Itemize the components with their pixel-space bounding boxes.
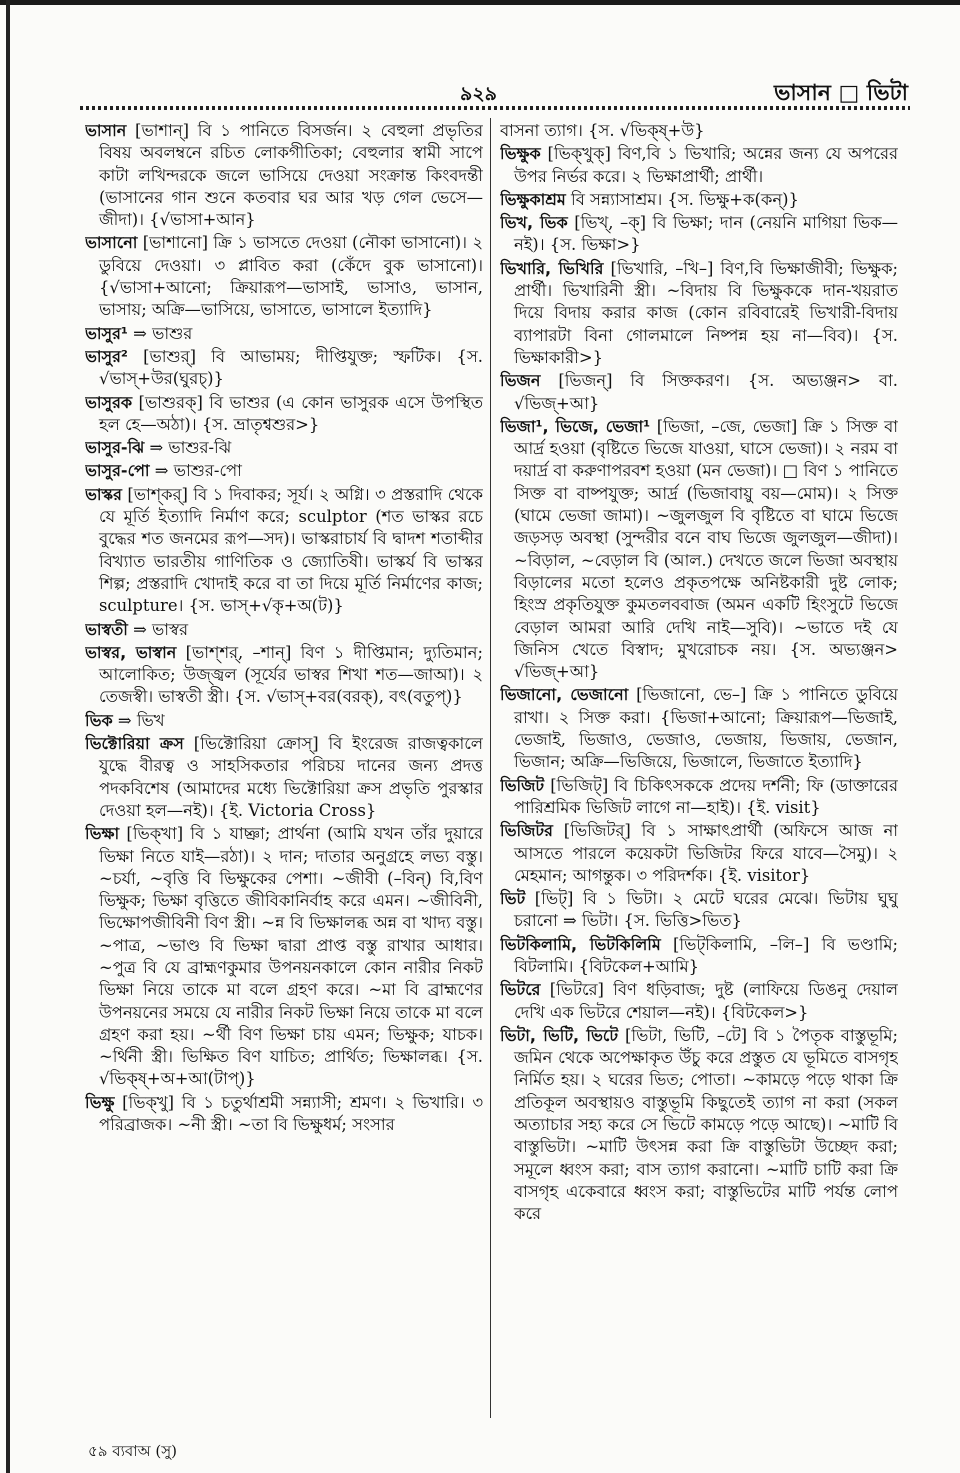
dictionary-entry xyxy=(500,1025,898,1226)
dictionary-entry xyxy=(500,143,898,188)
entry-definition: [ভাশুর্] বি আভাময়; দীপ্তিযুক্ত; স্ফটিক। {স. √ভাস্+উর(ঘুরচ্)} xyxy=(99,346,483,389)
footer-signature: ৫৯ ব্যবাঅ (সু) xyxy=(88,1442,178,1460)
entry-definition: [ভিটা, ভিটি, –টে] বি ১ পৈতৃক বাস্তুভূমি; জমিন থেকে অপেক্ষাকৃত উঁচু করে প্রস্তুত যে ভূমিতে বাসগৃহ নির্মিত হয়। ২ ঘরের ভিত; পোতা। ~কামড়ে পড়ে থাকা ক্রি প্রতিকূল অবস্থায়ও বাস্তুভূমি কিছুতেই ত্যাগ না করা (সকল অত্যাচার সহ্য করে সে ভিটে কামড়ে পড়ে আছে)। ~মাটি বি বাস্তুভিটা। ~মাটি উৎসন্ন করা ক্রি বাস্তুভিটা উচ্ছেদ করা; সমূলে ধ্বংস করা; বাস ত্যাগ করানো। ~মাটি চাটি করা ক্রি বাসগৃহ একেবারে ধ্বংস করা; বাস্তুভিটের মাটি পর্যন্ত লোপ করে xyxy=(514,1025,898,1224)
entry-definition: [ভিট্‌কিলামি, –লি–] বি ভণ্ডামি; বিটলামি। {বিটকেল+আমি} xyxy=(514,934,898,976)
scan-left-edge xyxy=(6,0,10,1473)
entry-headword: ভাস্বতী xyxy=(85,619,128,639)
dictionary-entry xyxy=(85,323,483,345)
dictionary-entry xyxy=(85,484,483,618)
entry-headword: ভিক্ষু xyxy=(85,1092,115,1112)
dictionary-entry xyxy=(85,392,483,437)
dictionary-entry xyxy=(500,934,898,979)
left-column xyxy=(85,120,483,1430)
entry-definition: [ভিক্‌খু] বি ১ চতুর্থাশ্রমী সন্ন্যাসী; শ্রমণ। ২ ভিখারি। ৩ পরিব্রাজক। ~নী স্ত্রী। ~তা বি ভিক্ষুধর্ম; সংসার xyxy=(99,1092,483,1135)
scan-top-edge xyxy=(0,0,960,5)
entry-definition: ⇒ ভাশুর-ঝি xyxy=(149,438,232,458)
entry-definition: [ভিখ্, –ক্] বি ভিক্ষা; দান (নেয়নি মাগিয়া ভিক—নই)। {স. ভিক্ষা>} xyxy=(514,213,898,255)
entry-headword: ভিখারি, ভিখিরি xyxy=(500,258,604,278)
entry-definition: ⇒ ভাশুর xyxy=(133,323,193,343)
entry-headword: ভিজিট xyxy=(500,775,545,795)
dictionary-entry xyxy=(500,775,898,820)
column-divider xyxy=(490,118,491,1418)
entry-headword: ভাসানো xyxy=(85,233,138,253)
dictionary-entry xyxy=(85,642,483,709)
dictionary-entry xyxy=(85,619,483,641)
entry-headword: ভাসুর-ঝি xyxy=(85,438,145,458)
entry-definition: [ভাশান্] বি ১ পানিতে বিসর্জন। ২ বেহুলা প্রভৃতির বিষয় অবলম্বনে রচিত লোকগীতিকা; বেহুলার স্বামী সাপে কাটা লখিন্দরকে জলে ভাসিয়ে দেওয়া সংক্রান্ত কিংবদন্তী (ভাসানের গান শুনে কতবার ঘর আর খড় গেল ভেসে—জীদা)। {√ভাসা+আন} xyxy=(99,121,483,230)
entry-headword: ভিটা, ভিটি, ভিটে xyxy=(500,1025,619,1045)
entry-definition: [ভাশ্শর্, –শান্] বিণ ১ দীপ্তিমান; দ্যুতিমান; আলোকিত; উজ্জ্বল (সূর্যের ভাস্বর শিখা শত—জাআ)। ২ তেজস্বী। ভাস্বতী স্ত্রী। {স. √ভাস্+বর(বরক্), বৎ(বতুপ্)} xyxy=(99,642,483,707)
entry-definition: [ভিক্‌খুক্] বিণ,বি ১ ভিখারি; অন্নের জন্য যে অপরের উপর নির্ভর করে। ২ ভিক্ষাপ্রার্থী; প্রার্থী। xyxy=(514,144,898,186)
entry-headword: ভাসুর² xyxy=(85,346,128,366)
entry-definition: [ভিখারি, –খি–] বিণ,বি ভিক্ষাজীবী; ভিক্ষুক; প্রার্থী। ভিখারিনী স্ত্রী। ~বিদায় বি ভিক্ষুককে দান-খয়রাত দিয়ে বিদায় করার কাজ (কোন রবিবারেই ভিখারী-বিদায় ব্যাপারটা বিনা গোলমালে নিষ্পন্ন হয় না—বিব)। {স. ভিক্ষাকারী>} xyxy=(514,258,898,367)
entry-definition: [ভাশ্কর্] বি ১ দিবাকর; সূর্য। ২ অগ্নি। ৩ প্রস্তরাদি থেকে যে মূর্তি ইত্যাদি নির্মাণ করে; sculptor (শত ভাস্কর রচে বুদ্ধের শত জনমের রূপ—সদ)। ভাস্করাচার্য বি দ্বাদশ শতাব্দীর বিখ্যাত ভারতীয় গাণিতিক ও জ্যোতিষী। ভাস্কর্য বি ভাস্কর শিল্প; প্রস্তরাদি খোদাই করে বা তা দিয়ে মূর্তি নির্মাণের কাজ; sculpture। {স. ভাস্+√কৃ+অ(ট)} xyxy=(99,484,483,616)
dictionary-entry xyxy=(85,437,483,459)
entry-headword: ভিক্ষুকাশ্রম xyxy=(500,189,566,209)
entry-headword: ভাসান xyxy=(85,121,127,140)
entry-definition: [ভিজন্] বি সিক্তকরণ। {স. অভ্যঞ্জন> বা. √ভিজ্+আ} xyxy=(514,371,898,413)
dictionary-entry xyxy=(500,979,898,1024)
entry-definition: [ভিজিট্] বি চিকিৎসককে প্রদেয় দর্শনী; ফি (ডাক্তারের পারিশ্রমিক ভিজিট লাগে না—হাই)। {ই. visit} xyxy=(514,775,898,817)
dictionary-entry xyxy=(500,888,898,933)
dictionary-entry xyxy=(500,189,898,211)
dictionary-entry xyxy=(500,820,898,887)
entry-headword: ভিজা¹, ভিজে, ভেজা¹ xyxy=(500,416,651,436)
entry-headword: ভিট xyxy=(500,889,526,909)
entry-definition: [ভাশানো] ক্রি ১ ভাসতে দেওয়া (নৌকা ভাসানো)। ২ ডুবিয়ে দেওয়া। ৩ প্লাবিত করা (কেঁদে বুক ভাসানো)। {√ভাসা+আনো; ক্রিয়ারূপ—ভাসাই, ভাসাও, ভাসান, ভাসায়; অক্রি—ভাসিয়ে, ভাসাতে, ভাসালে ইত্যাদি} xyxy=(99,233,483,320)
entry-headword: ভিজানো, ভেজানো xyxy=(500,685,629,705)
entry-headword: ভাসুর¹ xyxy=(85,323,128,343)
dictionary-entry xyxy=(500,258,898,369)
entry-definition: [ভিক্‌খা] বি ১ যাচ্ঞা; প্রার্থনা (আমি যখন তাঁর দুয়ারে ভিক্ষা নিতে যাই—রঠা)। ২ দান; দাতার অনুগ্রহে লভ্য বস্তু। ~চর্যা, ~বৃত্তি বি ভিক্ষুকের পেশা। ~জীবী (–বিন্) বি,বিণ ভিক্ষুক; ভিক্ষা বৃত্তিতে জীবিকানির্বাহ করে এমন। ~জীবিনী, ভিক্ষোপজীবিনী বিণ স্ত্রী। ~ন্ন বি ভিক্ষালব্ধ অন্ন বা খাদ্য বস্তু। ~পাত্র, ~ভাণ্ড বি ভিক্ষা দ্বারা প্রাপ্ত বস্তু রাখার আধার। ~পুত্র বি যে ব্রাহ্মণকুমার উপনয়নকালে কোন নারীর নিকট ভিক্ষা নিয়ে তাকে মা বলে গ্রহণ করে। ~মা বি ব্রাহ্মণের উপনয়নের সময়ে যে নারীর নিকট ভিক্ষা নিয়ে তাকে মা বলে গ্রহণ করা হয়। ~র্থী বিণ ভিক্ষা চায় এমন; ভিক্ষুক; যাচক। ~র্থিনী স্ত্রী। ভিক্ষিত বিণ যাচিত; প্রার্থিত; ভিক্ষালব্ধ। {স. √ভিক্ষ্+অ+আ(টাপ্)} xyxy=(99,824,483,1089)
entry-headword: ভাসুর-পো xyxy=(85,461,150,481)
entry-headword: ভিক্ষুক xyxy=(500,144,541,164)
entry-definition: [ভিজানো, ভে–] ক্রি ১ পানিতে ডুবিয়ে রাখা। ২ সিক্ত করা। {ভিজা+আনো; ক্রিয়ারূপ—ভিজাই, ভেজাই, ভিজাও, ভেজাও, ভেজায়, ভিজায়, ভেজান, ভিজান; অক্রি—ভিজিয়ে, ভিজালে, ভিজাতে ইত্যাদি} xyxy=(514,685,898,772)
entry-definition: ⇒ ভাস্বর xyxy=(133,619,189,639)
entry-headword: ভাস্বর, ভাস্বান xyxy=(85,642,177,662)
entry-headword: ভিটরে xyxy=(500,980,541,1000)
entry-definition: [ভিটরে] বিণ ধড়িবাজ; দুষ্ট (লাফিয়ে ডিঙনু দেয়াল দেখি এক ভিটরে শেয়াল—নই)। {বিটকেল>} xyxy=(514,980,898,1022)
guide-words: ভাসান □ ভিটা xyxy=(774,80,908,106)
entry-headword: ভিক্ষা xyxy=(85,824,120,844)
dictionary-entry xyxy=(500,212,898,257)
dictionary-entry xyxy=(85,120,483,231)
entry-definition: বি সন্ন্যাসাশ্রম। {স. ভিক্ষু+ক(কন্)} xyxy=(571,189,799,209)
dictionary-entry xyxy=(85,460,483,482)
dictionary-entry xyxy=(85,232,483,321)
entry-headword: ভিখ, ভিক xyxy=(500,213,568,233)
entry-definition: ⇒ ভাশুর-পো xyxy=(154,461,242,481)
dictionary-entry xyxy=(85,1092,483,1137)
entry-definition: [ভাশুরক্] বি ভাশুর (এ কোন ভাসুরক এসে উপস্থিত হল হে—অঠা)। {স. ভ্রাতৃশ্বশুর>} xyxy=(99,392,483,434)
entry-headword: ভিক্টোরিয়া ক্রস xyxy=(85,734,184,754)
header-rule xyxy=(80,106,910,110)
dictionary-entry xyxy=(500,684,898,773)
entry-definition: ⇒ ভিখ xyxy=(117,710,165,730)
dictionary-entry xyxy=(500,416,898,684)
entry-headword: ভিক xyxy=(85,710,113,730)
entry-definition: [ভিক্টোরিয়া ক্রোস্] বি ইংরেজ রাজত্বকালে যুদ্ধে বীরত্ব ও সাহসিকতার পরিচয় দানের জন্য প্রদত্ত পদকবিশেষ (আমাদের মধ্যে ভিক্টোরিয়া ক্রস প্রভৃতি পুরস্কার দেওয়া হল—নই)। {ই. Victoria Cross} xyxy=(99,734,483,820)
entry-headword: ভিজন xyxy=(500,371,541,391)
page-number: ৯২৯ xyxy=(460,83,498,105)
dictionary-entry xyxy=(85,733,483,822)
right-column xyxy=(500,120,898,1430)
entry-definition: [ভিজিটর্] বি ১ সাক্ষাৎপ্রার্থী (অফিসে আজ না আসতে পারলে কয়েকটা ভিজিটর ফিরে যাবে—সৈমু)। ২ মেহমান; আগন্তুক। ৩ পরিদর্শক। {ই. visitor} xyxy=(514,821,898,885)
entry-headword: ভাস্কর xyxy=(85,484,122,504)
entry-definition: [ভিট্] বি ১ ভিটা। ২ মেটে ঘরের মেঝে। ভিটায় ঘুঘু চরানো ⇒ ভিটা। {স. ভিত্তি>ভিত} xyxy=(514,889,898,931)
entry-headword: ভিটকিলামি, ভিটকিলিমি xyxy=(500,934,661,954)
dictionary-entry xyxy=(85,710,483,732)
entry-headword: ভাসুরক xyxy=(85,392,133,412)
entry-headword: ভিজিটর xyxy=(500,821,553,841)
entry-definition: [ভিজা, –জে, ভেজা] ক্রি ১ সিক্ত বা আর্দ্র হওয়া (বৃষ্টিতে ভিজে যাওয়া, ঘাসে ভেজা)। ২ নরম বা দয়ার্দ্র বা করুণাপরবশ হওয়া (মন ভেজা)। □ বিণ ১ পানিতে সিক্ত বা বাষ্পযুক্ত; আর্দ্র (ভিজাবায়ু বয়—মোম)। ২ সিক্ত (ঘামে ভেজা জামা)। ~জুলজুল বি বৃষ্টিতে বা ঘামে ভিজে জড়সড় অবস্থা (সুন্দরীর বনে বাঘ ভিজে জুলজুল—জীদা)। ~বিড়াল, ~বেড়াল বি (আল.) দেখতে জলে ভিজা অবস্থায় বিড়ালের মতো হলেও প্রকৃতপক্ষে অনিষ্টকারী দুষ্ট লোক; হিংস্র প্রকৃতিযুক্ত কুমতলববাজ (অমন একটি হিংসুটে ভিজে বেড়াল আমরা আরি দেখি নাই—সুবি)। ~ভাতে দই যে জিনিস খেতে বিস্বাদ; মুখরোচক নয়। {স. অভ্যঞ্জন> √ভিজ্+আ} xyxy=(514,416,898,682)
entry-definition: বাসনা ত্যাগ। {স. √ভিক্ষ্+উ} xyxy=(500,121,705,140)
dictionary-entry xyxy=(500,370,898,415)
dictionary-entry xyxy=(500,120,898,142)
dictionary-entry xyxy=(85,346,483,391)
dictionary-entry xyxy=(85,823,483,1091)
